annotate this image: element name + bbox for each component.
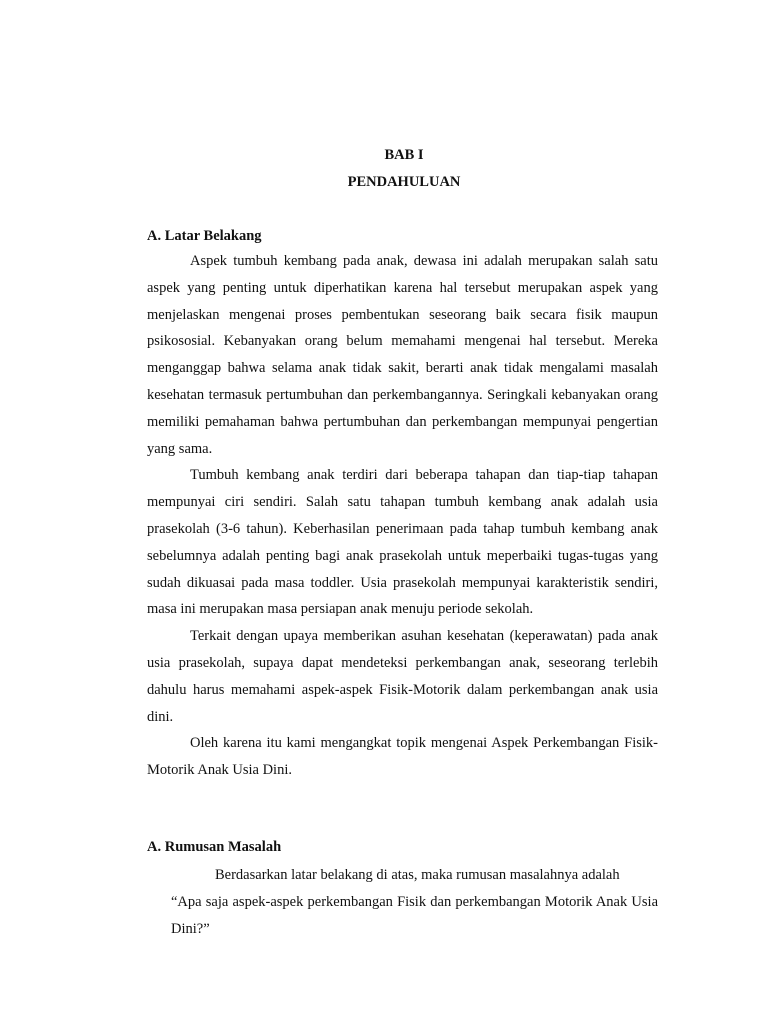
problem-question: “Apa saja aspek-aspek perkembangan Fisik dan perkembangan Motorik Anak Usia Dini?” xyxy=(171,893,658,937)
paragraph: Oleh karena itu kami mengangkat topik mengenai Aspek Perkembangan Fisik-Motorik Anak Usia Dini. xyxy=(147,735,658,779)
paragraph: Aspek tumbuh kembang pada anak, dewasa ini adalah merupakan salah satu aspek yang penting untuk diperhatikan karena hal tersebut merupakan aspek yang menjelaskan mengenai proses pembentukan seseorang baik secara fisik maupun psikososial. Kebanyakan orang belum memahami mengenai hal tersebut. Mereka menganggap bahwa selama anak tidak sakit, berarti anak tidak mengalami masalah kesehatan termasuk pertumbuhan dan perkembangannya. Seringkali kebanyakan orang memiliki pemahaman bahwa pertumbuhan dan perkembangan mempunyai pengertian yang sama. xyxy=(147,253,658,457)
section-heading-latar-belakang: A. Latar Belakang xyxy=(147,228,262,244)
problem-intro-paragraph: Berdasarkan latar belakang di atas, maka rumusan masalahnya adalah xyxy=(215,867,620,883)
chapter-title: PENDAHULUAN xyxy=(347,174,461,190)
latar-belakang-body xyxy=(147,248,658,784)
paragraph: Terkait dengan upaya memberikan asuhan kesehatan (keperawatan) pada anak usia prasekolah, supaya dapat mendeteksi perkembangan anak, seseorang terlebih dahulu harus memahami aspek-aspek Fisik-Motorik dalam perkembangan anak usia dini. xyxy=(147,628,658,725)
paragraph: Tumbuh kembang anak terdiri dari beberapa tahapan dan tiap-tiap tahapan mempunyai ciri sendiri. Salah satu tahapan tumbuh kembang anak adalah usia prasekolah (3-6 tahun). Keberhasilan penerimaan pada tahap tumbuh kembang anak sebelumnya adalah penting bagi anak prasekolah untuk meperbaiki tugas-tugas yang sudah dikuasai pada masa toddler. Usia prasekolah mempunyai karakteristik sendiri, masa ini merupakan masa persiapan anak menuju periode sekolah. xyxy=(147,467,658,618)
rumusan-masalah-body xyxy=(147,862,658,942)
chapter-number: BAB I xyxy=(384,147,424,163)
section-heading-rumusan-masalah: A. Rumusan Masalah xyxy=(147,839,282,855)
